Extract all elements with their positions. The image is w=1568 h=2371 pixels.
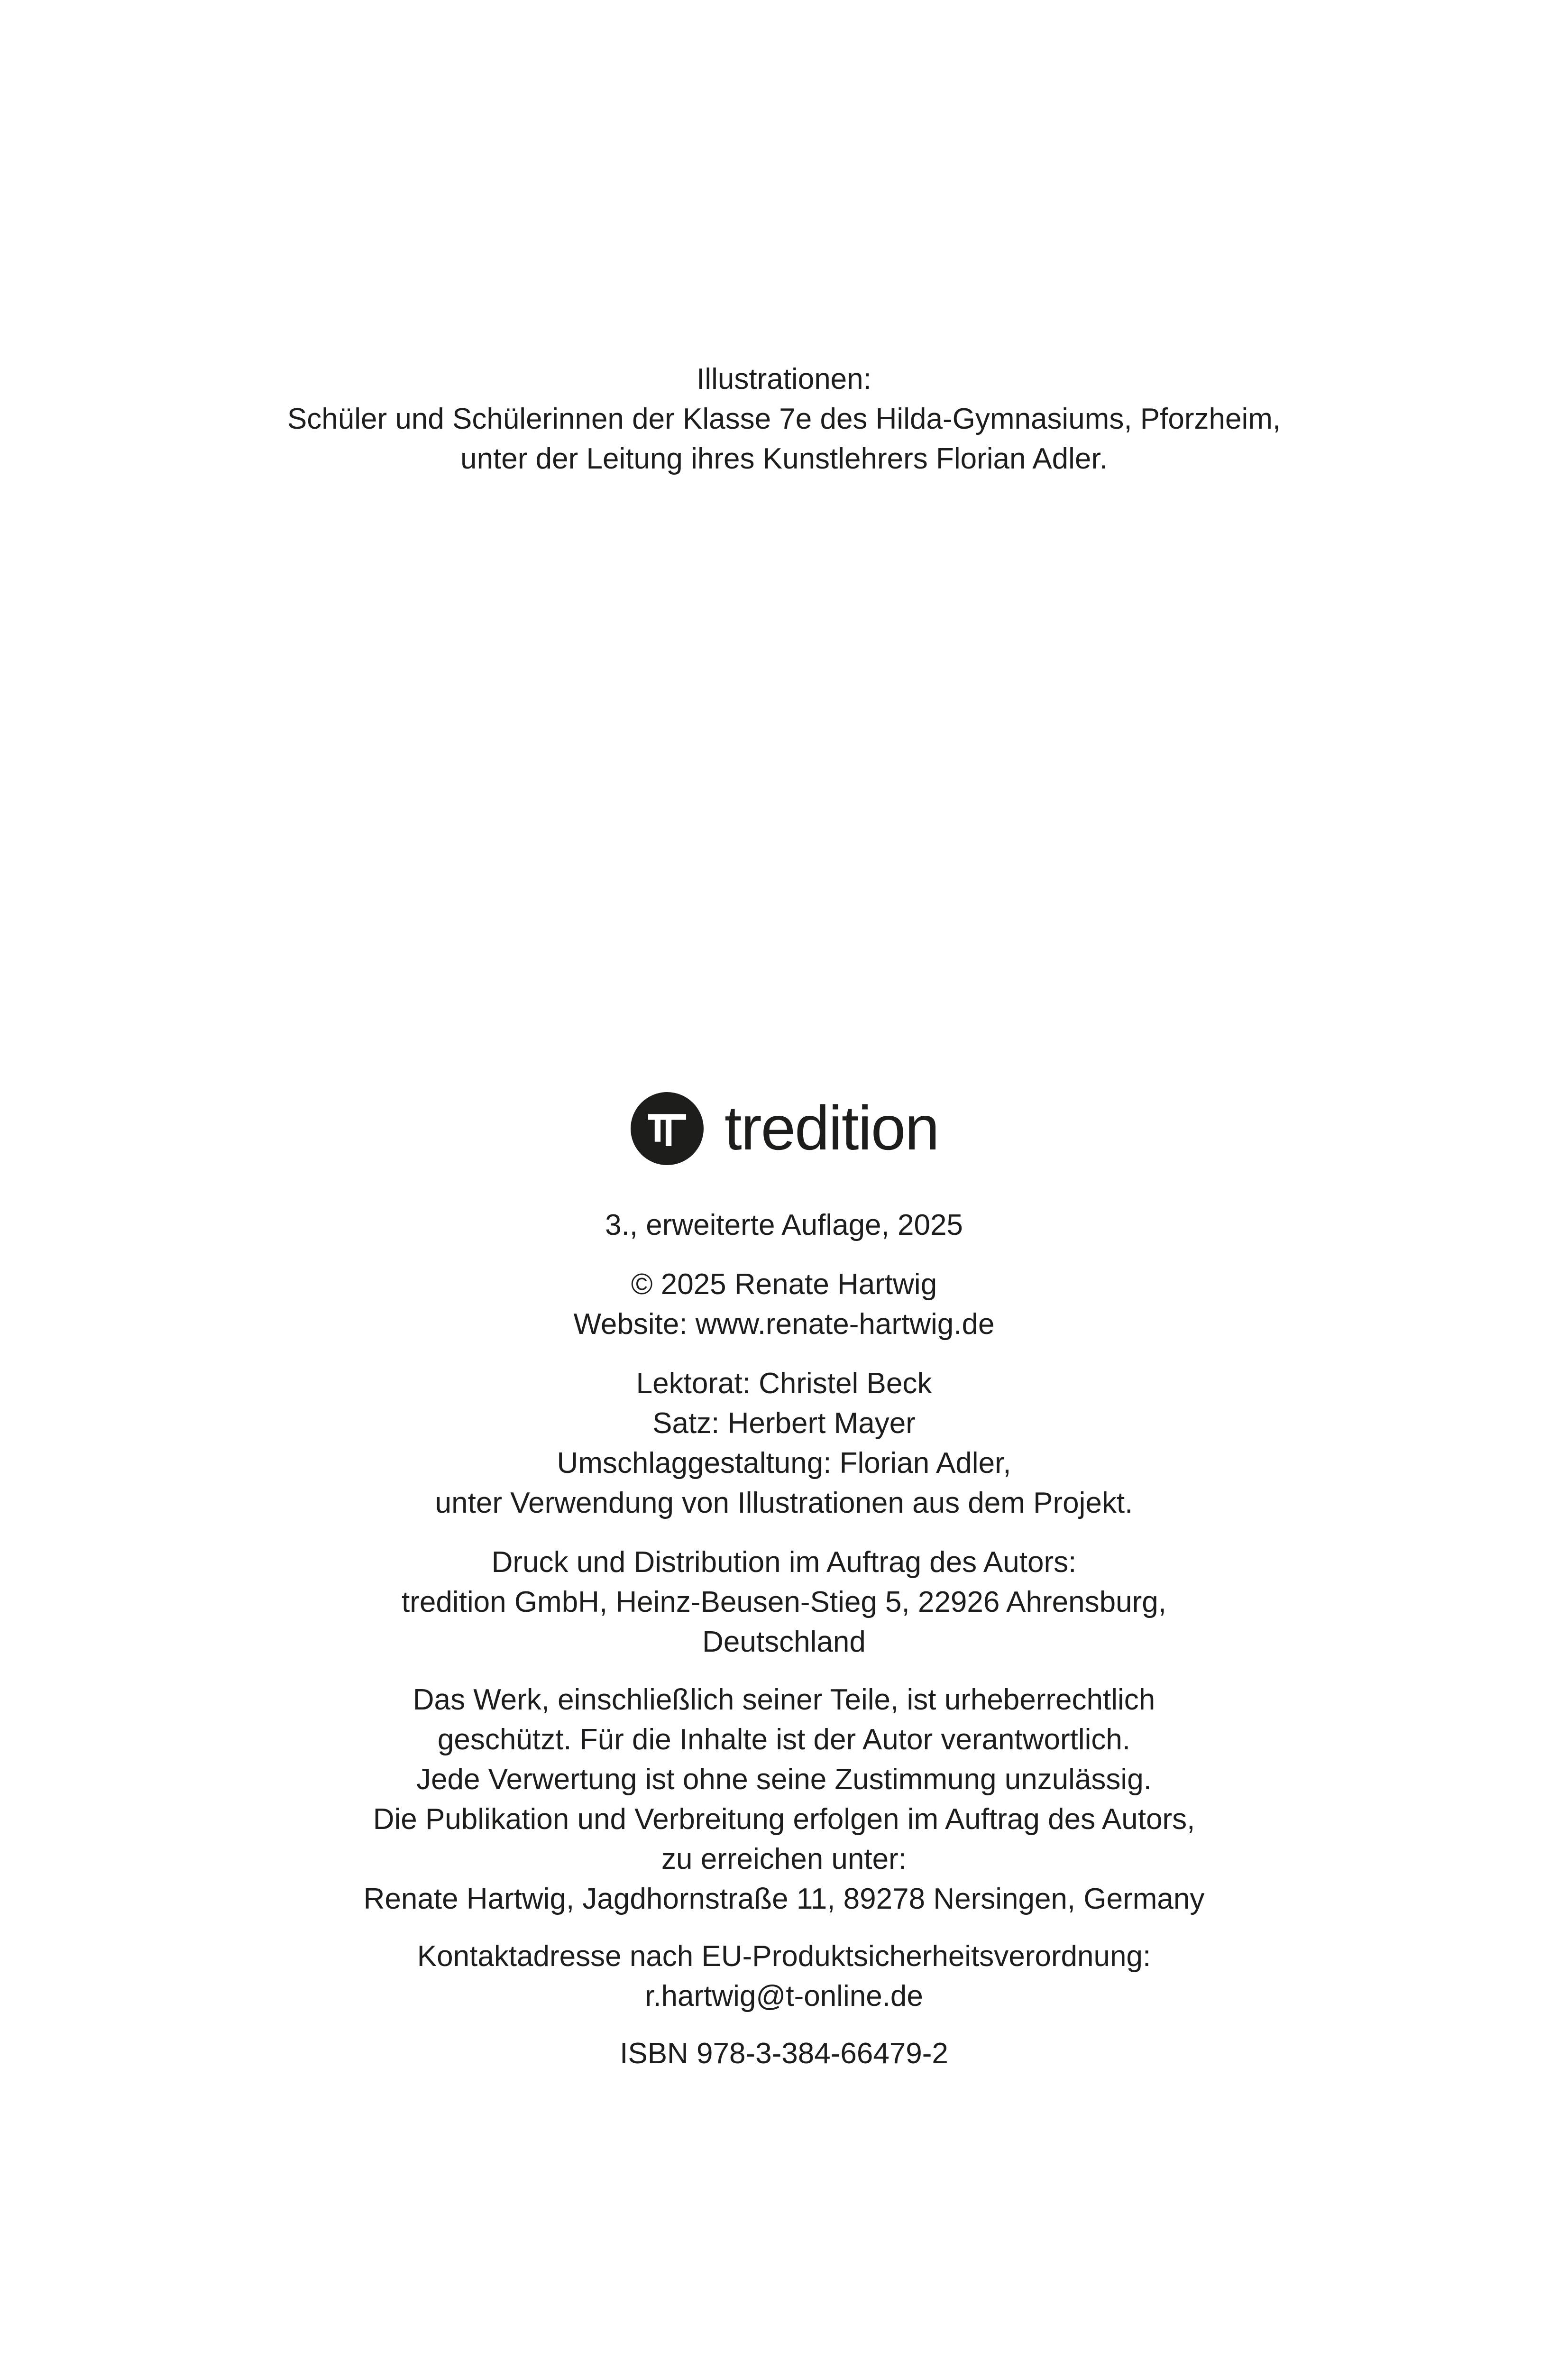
cover-credit-note: unter Verwendung von Illustrationen aus dem Projekt. bbox=[435, 1487, 1133, 1519]
printing-line-1: Druck und Distribution im Auftrag des Autors: bbox=[491, 1546, 1077, 1579]
illustrations-heading: Illustrationen: bbox=[697, 363, 871, 395]
author-website: Website: www.renate-hartwig.de bbox=[573, 1308, 995, 1341]
credits-block bbox=[0, 1364, 1568, 1523]
contact-line-1: Kontaktadresse nach EU-Produktsicherheitsverordnung: bbox=[417, 1940, 1151, 1973]
typesetting-credit: Satz: Herbert Mayer bbox=[652, 1407, 916, 1440]
illustrations-credit bbox=[0, 359, 1568, 479]
isbn-block bbox=[0, 2034, 1568, 2074]
printing-line-3: Deutschland bbox=[702, 1626, 866, 1658]
illustrations-line-2: unter der Leitung ihres Kunstlehrers Florian Adler. bbox=[460, 442, 1108, 475]
rights-line-3: Jede Verwertung ist ohne seine Zustimmung unzulässig. bbox=[416, 1763, 1152, 1796]
edition-line: 3., erweiterte Auflage, 2025 bbox=[605, 1209, 963, 1241]
edition-block bbox=[0, 1205, 1568, 1245]
cover-credit: Umschlaggestaltung: Florian Adler, bbox=[557, 1447, 1011, 1480]
rights-line-5: zu erreichen unter: bbox=[661, 1843, 907, 1875]
rights-line-1: Das Werk, einschließlich seiner Teile, ist urheberrechtlich bbox=[413, 1683, 1155, 1716]
illustrations-line-1: Schüler und Schülerinnen der Klasse 7e des Hilda-Gymnasiums, Pforzheim, bbox=[287, 403, 1281, 435]
printing-line-2: tredition GmbH, Heinz-Beusen-Stieg 5, 22926 Ahrensburg, bbox=[402, 1586, 1166, 1618]
copyright-notice: © 2025 Renate Hartwig bbox=[631, 1268, 937, 1301]
rights-block bbox=[0, 1680, 1568, 1919]
copyright-block bbox=[0, 1265, 1568, 1344]
contact-block bbox=[0, 1937, 1568, 2016]
tredition-logo-icon bbox=[631, 1092, 704, 1165]
rights-line-2: geschützt. Für die Inhalte ist der Autor verantwortlich. bbox=[437, 1723, 1131, 1756]
publisher-name: tredition bbox=[724, 1093, 939, 1163]
contact-email: r.hartwig@t-online.de bbox=[645, 1980, 923, 2013]
printing-block bbox=[0, 1543, 1568, 1662]
isbn-number: ISBN 978-3-384-66479-2 bbox=[620, 2037, 948, 2070]
rights-line-4: Die Publikation und Verbreitung erfolgen im Auftrag des Autors, bbox=[373, 1803, 1195, 1836]
editor-credit: Lektorat: Christel Beck bbox=[636, 1367, 932, 1400]
publisher-logo bbox=[631, 1091, 972, 1167]
rights-line-6: Renate Hartwig, Jagdhornstraße 11, 89278 Nersingen, Germany bbox=[363, 1883, 1205, 1915]
